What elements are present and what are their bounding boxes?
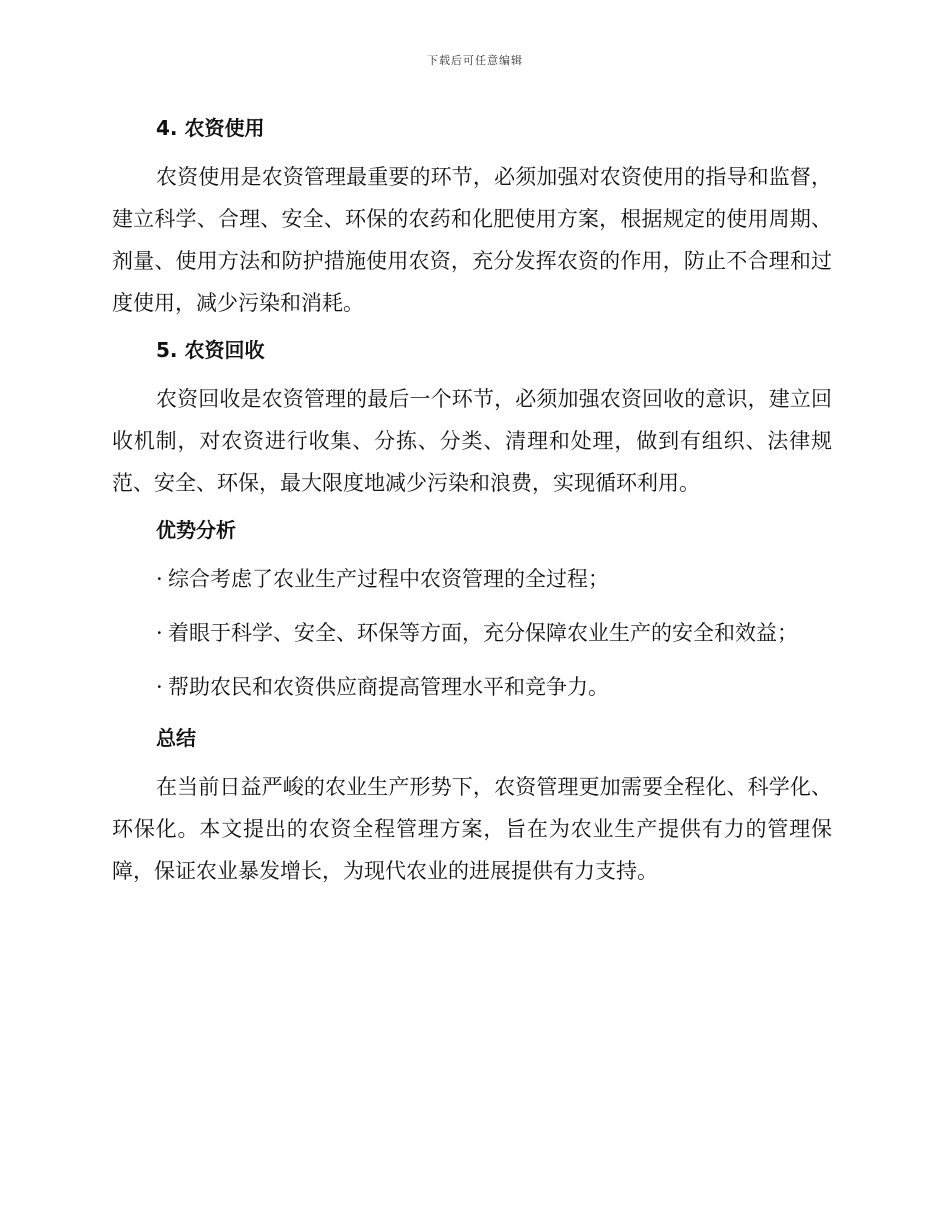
bullet-item	[112, 666, 832, 708]
bullet-text: 综合考虑了农业生产过程中农资管理的全过程；	[168, 567, 609, 591]
section-heading-advantages: 优势分析	[156, 518, 236, 542]
bullet-text: 帮助农民和农资供应商提高管理水平和竞争力。	[168, 675, 609, 699]
page-header: 下载后可任意编辑	[427, 54, 523, 67]
bullet-dot-icon: ·	[156, 567, 163, 591]
section-heading-summary: 总结	[156, 726, 196, 750]
bullet-text: 着眼于科学、安全、环保等方面，充分保障农业生产的安全和效益；	[168, 621, 798, 645]
bullet-item	[112, 612, 832, 654]
section-heading-agri-input-recycling: 5. 农资回收	[156, 338, 265, 362]
section-heading-agri-input-use: 4. 农资使用	[156, 116, 265, 140]
bullet-item	[112, 558, 832, 600]
paragraph-agri-input-use: 农资使用是农资管理最重要的环节，必须加强对农资使用的指导和监督，建立科学、合理、安全、环保的农药和化肥使用方案，根据规定的使用周期、剂量、使用方法和防护措施使用农资，充分发挥农资的作用，防止不合理和过度使用，减少污染和消耗。	[112, 165, 832, 315]
paragraph-agri-input-recycling: 农资回收是农资管理的最后一个环节，必须加强农资回收的意识，建立回收机制，对农资进行收集、分拣、分类、清理和处理，做到有组织、法律规范、安全、环保，最大限度地减少污染和浪费，实现循环利用。	[112, 387, 832, 495]
paragraph-summary: 在当前日益严峻的农业生产形势下，农资管理更加需要全程化、科学化、环保化。本文提出的农资全程管理方案，旨在为农业生产提供有力的管理保障，保证农业暴发增长，为现代农业的进展提供有力支持。	[112, 775, 832, 883]
bullet-dot-icon: ·	[156, 621, 163, 645]
bullet-dot-icon: ·	[156, 675, 163, 699]
document-content	[112, 110, 832, 900]
